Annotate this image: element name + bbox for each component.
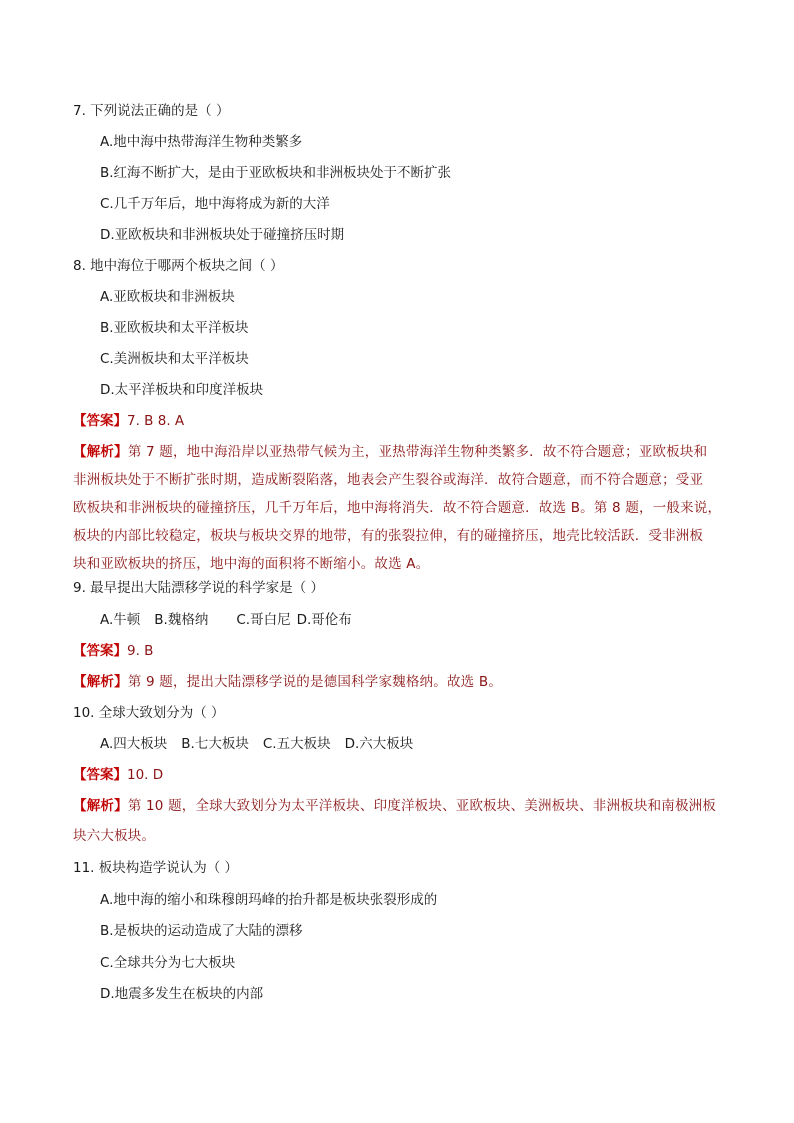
question-7-option-d: D.亚欧板块和非洲板块处于碰撞挤压时期 [100,227,345,243]
answer-label: 【答案】 [73,413,127,429]
question-11-stem: 11. 板块构造学说认为（ ） [73,860,239,876]
question-8-option-b: B.亚欧板块和太平洋板块 [100,320,249,336]
answer-7-8 [73,411,723,431]
answer-label: 【答案】 [73,767,127,783]
question-7-option-c: C.几千万年后，地中海将成为新的大洋 [100,196,330,212]
explanation-text: 第 9 题，提出大陆漂移学说的是德国科学家魏格纳。故选 B。 [127,674,503,690]
question-9-stem: 9. 最早提出大陆漂移学说的科学家是（ ） [73,580,324,596]
explanation-10-line-1 [73,796,723,816]
question-10-options [100,734,750,754]
question-11-option-c: C.全球共分为七大板块 [100,955,236,971]
question-9-option-a: A.牛顿 [100,612,141,628]
explanation-7-8-line-5: 块和亚欧板块的挤压，地中海的面积将不断缩小。故选 A。 [73,556,430,572]
question-10-option-d: D.六大板块 [344,736,414,752]
answer-text: 10. D [127,767,164,783]
question-11-option-b: B.是板块的运动造成了大陆的漂移 [100,923,303,939]
explanation-label: 【解析】 [73,444,128,460]
question-9-option-c: C.哥白尼 [236,612,291,628]
explanation-7-8-line-2: 非洲板块处于不断扩张时期，造成断裂陷落，地表会产生裂谷或海洋．故符合题意，而不符合题意；受亚 [73,472,704,488]
question-8-option-a: A.亚欧板块和非洲板块 [100,289,235,305]
explanation-text: 第 10 题，全球大致划分为太平洋板块、印度洋板块、亚欧板块、美洲板块、非洲板块和南极洲板 [127,798,717,814]
question-11-option-d: D.地震多发生在板块的内部 [100,986,264,1002]
question-10-option-b: B.七大板块 [181,736,249,752]
question-10-stem: 10. 全球大致划分为（ ） [73,705,225,721]
question-10-option-c: C.五大板块 [262,736,331,752]
question-9-options [100,610,750,630]
question-8-stem: 8. 地中海位于哪两个板块之间（ ） [73,258,284,274]
explanation-7-8-line-1 [73,442,723,462]
explanation-7-8-line-4: 板块的内部比较稳定，板块与板块交界的地带，有的张裂拉伸，有的碰撞挤压，地壳比较活跃．受非洲板 [73,528,704,544]
question-7-option-a: A.地中海中热带海洋生物种类繁多 [100,134,303,150]
question-10-option-a: A.四大板块 [100,736,168,752]
question-8-option-c: C.美洲板块和太平洋板块 [100,351,249,367]
explanation-7-8-line-3: 欧板块和非洲板块的碰撞挤压，几千万年后，地中海将消失．故不符合题意．故选 B。第 8 题，一般来说， [73,500,722,516]
question-8-option-d: D.太平洋板块和印度洋板块 [100,382,264,398]
explanation-label: 【解析】 [73,798,128,814]
answer-10 [73,765,723,785]
answer-9 [73,641,723,661]
explanation-text: 第 7 题，地中海沿岸以亚热带气候为主，亚热带海洋生物种类繁多．故不符合题意；亚欧板块和 [127,444,708,460]
explanation-10-line-2: 块六大板块。 [73,828,156,844]
question-9-option-d: D.哥伦布 [296,612,352,628]
answer-label: 【答案】 [73,643,127,659]
question-7-option-b: B.红海不断扩大，是由于亚欧板块和非洲板块处于不断扩张 [100,165,452,181]
question-11-option-a: A.地中海的缩小和珠穆朗玛峰的抬升都是板块张裂形成的 [100,892,438,908]
answer-text: 9. B [127,643,154,659]
question-9-option-b: B.魏格纳 [154,612,209,628]
answer-text: 7. B 8. A [127,413,185,429]
question-7-stem: 7. 下列说法正确的是（ ） [73,103,230,119]
explanation-label: 【解析】 [73,674,128,690]
explanation-9 [73,672,723,692]
